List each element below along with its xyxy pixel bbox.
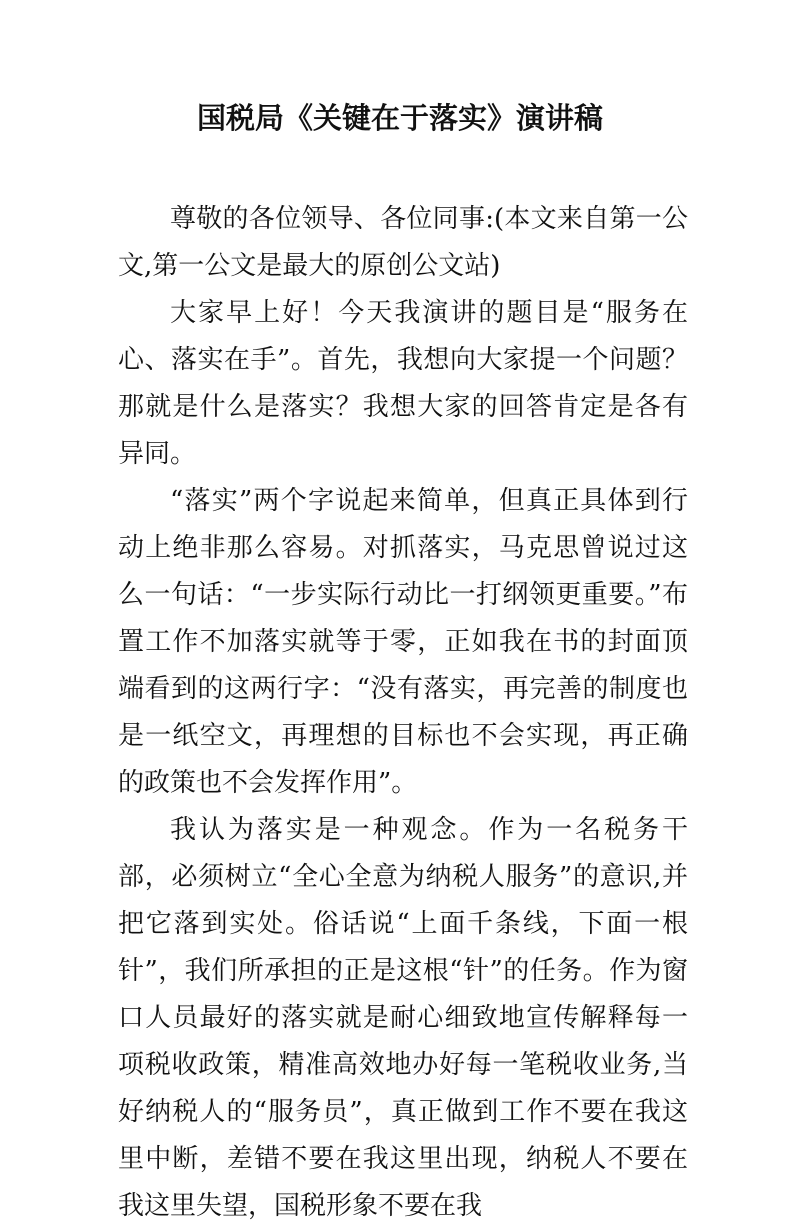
paragraph-greeting: 尊敬的各位领导、各位同事:(本文来自第一公文,第一公文是最大的原创公文站) (118, 204, 688, 281)
document-body (118, 196, 688, 1230)
paragraph-quote: “落实”两个字说起来简单，但真正具体到行动上绝非那么容易。对抓落实，马克思曾说过这么一句话：“一步实际行动比一打纲领更重要。”布置工作不加落实就等于零，正如我在书的封面顶端看到的这两行字：“没有落实，再完善的制度也是一纸空文，再理想的目标也不会实现，再正确的政策也不会发挥作用”。 (118, 486, 688, 798)
paragraph-intro: 大家早上好！今天我演讲的题目是“服务在心、落实在手”。首先，我想向大家提一个问题？那就是什么是落实？我想大家的回答肯定是各有异同。 (118, 298, 688, 469)
paragraph-concept: 我认为落实是一种观念。作为一名税务干部，必须树立“全心全意为纳税人服务”的意识,并把它落到实处。俗话说“上面千条线，下面一根针”，我们所承担的正是这根“针”的任务。作为窗口人员最好的落实就是耐心细致地宣传解释每一项税收政策，精准高效地办好每一笔税收业务,当好纳税人的“服务员”，真正做到工作不要在我这里中断，差错不要在我这里出现，纳税人不要在我这里失望，国税形象不要在我 (118, 815, 688, 1221)
document-title: 国税局《关键在于落实》演讲稿 (196, 101, 603, 135)
